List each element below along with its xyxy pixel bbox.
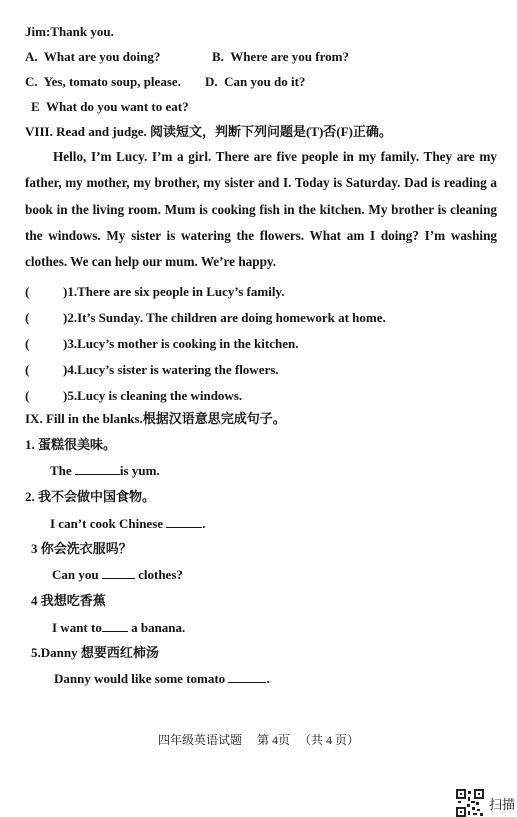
sentence-start: Danny would like some tomato xyxy=(54,671,229,686)
sentence-end: . xyxy=(266,671,270,686)
answer-paren[interactable]: ( xyxy=(25,284,30,299)
judge-item xyxy=(25,336,298,352)
fill-sentence xyxy=(50,516,206,532)
judge-item xyxy=(25,362,279,378)
answer-blank[interactable] xyxy=(166,516,202,528)
option-key: D. xyxy=(205,74,218,89)
option-b xyxy=(212,49,349,65)
judge-item xyxy=(25,310,386,326)
footer-subject: 四年级英语试题 xyxy=(157,733,242,747)
sentence-end: . xyxy=(202,516,206,531)
section-9-heading: IX. Fill in the blanks.根据汉语意思完成句子。 xyxy=(25,411,286,426)
sentence-start: I can’t cook Chinese xyxy=(50,516,167,531)
fill-prompt: 2. 我不会做中国食物。 xyxy=(25,489,156,504)
judge-text: )4.Lucy’s sister is watering the flowers. xyxy=(63,362,279,377)
answer-blank[interactable] xyxy=(102,620,128,632)
fill-prompt: 3 你会洗衣服吗？ xyxy=(31,541,132,556)
sentence-end: is yum. xyxy=(119,463,160,478)
qr-code-icon xyxy=(456,789,484,817)
sentence-start: The xyxy=(50,463,75,478)
answer-paren[interactable]: ( xyxy=(25,336,30,351)
option-text: What are you doing? xyxy=(43,49,161,64)
option-key: A. xyxy=(25,49,38,64)
option-key: B. xyxy=(212,49,224,64)
option-d xyxy=(205,74,305,90)
answer-paren[interactable]: ( xyxy=(25,362,30,377)
option-key: E xyxy=(31,99,40,114)
section-8-heading: VIII. Read and judge. 阅读短文，判断下列问题是(T)否(F)正确。 xyxy=(25,124,392,139)
option-text: Where are you from? xyxy=(230,49,349,64)
answer-blank[interactable] xyxy=(75,463,120,475)
judge-text: )5.Lucy is cleaning the windows. xyxy=(63,388,243,403)
scan-label: 扫描 xyxy=(489,797,516,812)
judge-text: )1.There are six people in Lucy’s family. xyxy=(63,284,285,299)
fill-prompt: 1. 蛋糕很美味。 xyxy=(25,437,117,452)
sentence-start: Can you xyxy=(52,567,102,582)
fill-sentence xyxy=(54,671,270,687)
judge-item xyxy=(25,388,242,404)
option-text: What do you want to eat? xyxy=(45,99,189,114)
footer-page: 第 4页 xyxy=(256,733,290,747)
judge-item xyxy=(25,284,284,300)
sentence-end: clothes? xyxy=(134,567,183,582)
fill-prompt: 5.Danny 想要西红柿汤 xyxy=(31,645,159,660)
page-footer xyxy=(0,731,517,748)
option-key: C. xyxy=(25,74,38,89)
sentence-end: a banana. xyxy=(127,620,186,635)
fill-prompt: 4 我想吃香蕉 xyxy=(31,593,106,608)
footer-total: （共 4 页） xyxy=(299,733,360,747)
jim-line: Jim:Thank you. xyxy=(25,24,114,39)
fill-sentence xyxy=(50,463,160,479)
answer-paren[interactable]: ( xyxy=(25,388,30,403)
option-a xyxy=(25,49,160,65)
answer-paren[interactable]: ( xyxy=(25,310,30,325)
option-c xyxy=(25,74,181,90)
option-e xyxy=(31,99,189,115)
answer-blank[interactable] xyxy=(102,567,135,579)
answer-blank[interactable] xyxy=(228,671,266,683)
reading-passage: Hello, I’m Lucy. I’m a girl. There are five people in my family. They are my father, my mother, my brother, my sister and I. Today is Saturday. Dad is reading a book in the living room. Mum is cooking fish in the kitchen. My brother is cleaning the windows. My sister is watering the flowers. What am I doing? I’m washing clothes. We can help our mum. We’re happy. xyxy=(25,149,497,270)
option-text: Yes, tomato soup, please. xyxy=(43,74,181,89)
fill-sentence xyxy=(52,567,183,583)
judge-text: )3.Lucy’s mother is cooking in the kitchen. xyxy=(63,336,299,351)
option-text: Can you do it? xyxy=(224,74,306,89)
judge-text: )2.It’s Sunday. The children are doing homework at home. xyxy=(63,310,386,325)
fill-sentence xyxy=(52,620,185,636)
sentence-start: I want to xyxy=(52,620,102,635)
